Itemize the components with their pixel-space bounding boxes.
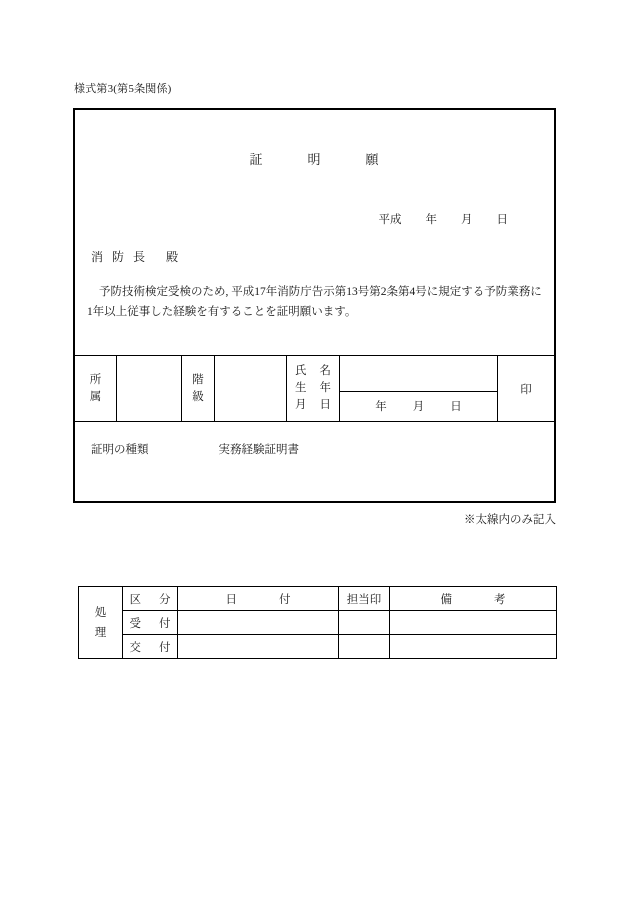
document-title — [75, 149, 554, 168]
table-row — [79, 635, 557, 659]
addressee-honorific: 殿 — [166, 250, 179, 264]
header-date-char-1: 日 — [225, 593, 237, 606]
birth-label-char-3: 月 — [295, 399, 307, 411]
header-kubun — [123, 587, 178, 611]
name-birth-value-area — [340, 356, 498, 421]
row-label-reception-char-1: 受 — [129, 617, 141, 630]
row-label-reception — [123, 611, 178, 635]
processing-table — [78, 586, 557, 659]
certificate-request-box — [73, 108, 556, 503]
affiliation-label-char-2: 属 — [89, 390, 102, 403]
certificate-type-value: 実務経験証明書 — [218, 444, 299, 456]
affiliation-value-field[interactable] — [117, 356, 182, 421]
addressee-char-2: 防 — [112, 250, 125, 264]
row-label-delivery — [123, 635, 178, 659]
body-line-1: 予防技術検定受検のため, 平成17年消防庁告示第13号第2条第4号に規定する予防業務に — [99, 286, 542, 298]
addressee-char-3: 長 — [133, 250, 146, 264]
header-note-char-1: 備 — [440, 593, 452, 606]
header-note — [390, 587, 557, 611]
reception-date-field[interactable] — [178, 611, 339, 635]
affiliation-label — [75, 356, 117, 421]
birthdate-field[interactable] — [340, 392, 497, 421]
fill-in-note: ※太線内のみ記入 — [464, 514, 556, 526]
certificate-type-label: 証明の種類 — [91, 444, 149, 456]
addressee-char-1: 消 — [91, 250, 104, 264]
name-label-char-2: 名 — [319, 365, 331, 377]
reception-seal-field[interactable] — [339, 611, 390, 635]
delivery-seal-field[interactable] — [339, 635, 390, 659]
addressee-line — [91, 248, 178, 265]
table-row — [79, 611, 557, 635]
year-label: 年 — [425, 214, 437, 226]
title-char-1: 証 — [249, 152, 264, 167]
processing-label — [79, 587, 123, 659]
body-paragraph — [87, 282, 549, 322]
rank-label-char-1: 階 — [192, 373, 204, 386]
row-label-reception-char-2: 付 — [159, 617, 171, 630]
form-number: 様式第3(第5条関係) — [74, 83, 172, 95]
name-value-field[interactable] — [340, 357, 497, 392]
applicant-info-grid — [74, 355, 555, 422]
body-line-2: 1年以上従事した経験を有することを証明願います。 — [87, 306, 357, 318]
era-label: 平成 — [378, 214, 402, 226]
seal-box[interactable]: 印 — [520, 383, 532, 396]
certificate-type-row — [91, 441, 299, 457]
header-seal: 担当印 — [339, 587, 390, 611]
row-label-delivery-char-2: 付 — [159, 641, 171, 654]
birth-label-char-1: 生 — [295, 382, 307, 394]
header-kubun-char-1: 区 — [129, 593, 141, 606]
header-date — [178, 587, 339, 611]
birth-year-label: 年 — [375, 401, 387, 413]
header-kubun-char-2: 分 — [159, 593, 171, 606]
rank-label — [182, 356, 215, 421]
reception-note-field[interactable] — [390, 611, 557, 635]
name-label-char-1: 氏 — [295, 365, 307, 377]
processing-label-char-1: 処 — [94, 606, 107, 619]
header-date-char-2: 付 — [279, 593, 291, 606]
birth-day-label: 日 — [450, 401, 462, 413]
rank-label-char-2: 級 — [192, 390, 204, 403]
delivery-note-field[interactable] — [390, 635, 557, 659]
name-birth-label — [287, 356, 340, 421]
title-char-3: 願 — [365, 152, 380, 167]
birth-label-char-4: 日 — [319, 399, 331, 411]
processing-label-char-2: 理 — [94, 626, 107, 639]
table-row — [79, 587, 557, 611]
affiliation-label-char-1: 所 — [89, 373, 102, 386]
row-label-delivery-char-1: 交 — [129, 641, 141, 654]
day-label: 日 — [496, 214, 508, 226]
date-line — [379, 211, 509, 227]
birth-label-char-2: 年 — [319, 382, 331, 394]
rank-value-field[interactable] — [215, 356, 287, 421]
delivery-date-field[interactable] — [178, 635, 339, 659]
title-char-2: 明 — [307, 152, 322, 167]
month-label: 月 — [461, 214, 473, 226]
header-note-char-2: 考 — [494, 593, 506, 606]
birth-month-label: 月 — [412, 401, 425, 413]
